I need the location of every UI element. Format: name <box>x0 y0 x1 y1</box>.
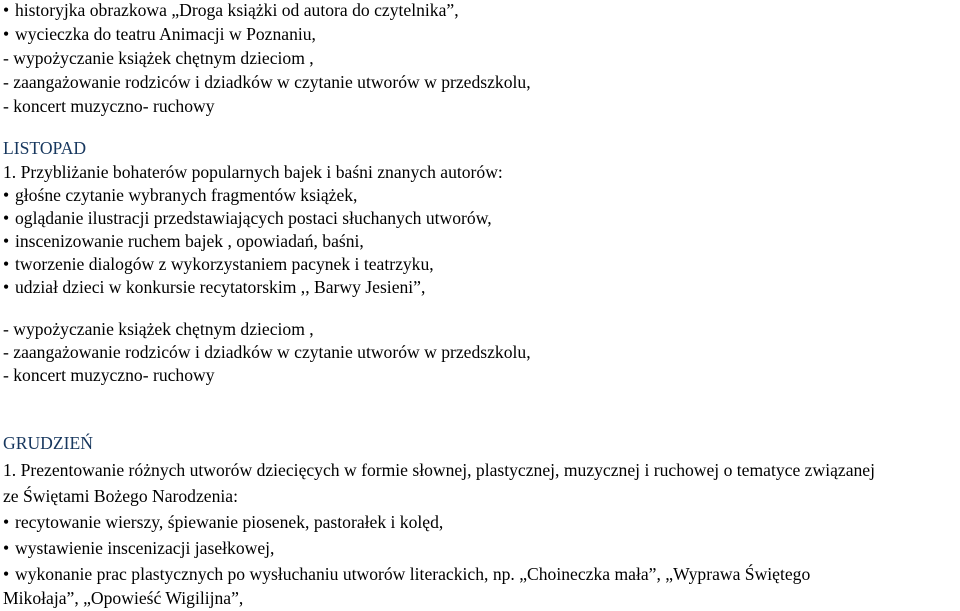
list-item-text: tworzenie dialogów z wykorzystaniem pacynek i teatrzyku, <box>15 254 434 274</box>
list-item <box>3 537 274 561</box>
list-item: - wypożyczanie książek chętnym dzieciom , <box>3 319 314 339</box>
list-item-text: głośne czytanie wybranych fragmentów książek, <box>15 185 358 205</box>
list-item <box>3 511 443 535</box>
list-item: - zaangażowanie rodziców i dziadków w czytanie utworów w przedszkolu, <box>3 72 531 92</box>
list-item: - zaangażowanie rodziców i dziadków w czytanie utworów w przedszkolu, <box>3 342 531 362</box>
list-item <box>3 184 357 208</box>
list-item-text: recytowanie wierszy, śpiewanie piosenek, pastorałek i kolęd, <box>15 512 444 532</box>
numbered-point: 1. Przybliżanie bohaterów popularnych bajek i baśni znanych autorów: <box>3 162 503 182</box>
list-item <box>3 23 316 47</box>
bullet-icon: • <box>3 24 10 44</box>
bullet-icon: • <box>3 185 10 205</box>
list-item-text: inscenizowanie ruchem bajek , opowiadań, baśni, <box>15 231 364 251</box>
list-item <box>3 207 492 231</box>
list-item <box>3 253 434 277</box>
list-item <box>3 0 459 23</box>
bullet-icon: • <box>3 0 10 20</box>
section-heading-listopad: LISTOPAD <box>3 138 87 158</box>
list-item: - koncert muzyczno- ruchowy <box>3 365 215 385</box>
bullet-icon: • <box>3 512 10 532</box>
numbered-point-continuation: ze Świętami Bożego Narodzenia: <box>3 486 238 506</box>
list-item-continuation: Mikołaja”, „Opowieść Wigilijna”, <box>3 588 244 608</box>
bullet-icon: • <box>3 564 10 584</box>
bullet-icon: • <box>3 208 10 228</box>
section-heading-grudzien: GRUDZIEŃ <box>3 433 93 453</box>
list-item-text: historyjka obrazkowa „Droga książki od autora do czytelnika”, <box>15 0 459 20</box>
list-item-text: wykonanie prac plastycznych po wysłuchaniu utworów literackich, np. „Choineczka mała”, „Wyprawa Świętego <box>15 564 811 584</box>
bullet-icon: • <box>3 538 10 558</box>
bullet-icon: • <box>3 254 10 274</box>
list-item: - wypożyczanie książek chętnym dzieciom , <box>3 48 314 68</box>
list-item-text: udział dzieci w konkursie recytatorskim ,, Barwy Jesieni”, <box>15 277 426 297</box>
numbered-point: 1. Prezentowanie różnych utworów dziecięcych w formie słownej, plastycznej, muzycznej i ruchowej o tematyce związanej <box>3 460 875 480</box>
list-item-text: oglądanie ilustracji przedstawiających postaci słuchanych utworów, <box>15 208 492 228</box>
list-item: - koncert muzyczno- ruchowy <box>3 96 215 116</box>
list-item <box>3 563 810 587</box>
bullet-icon: • <box>3 231 10 251</box>
bullet-icon: • <box>3 277 10 297</box>
list-item-text: wystawienie inscenizacji jasełkowej, <box>15 538 275 558</box>
list-item-text: wycieczka do teatru Animacji w Poznaniu, <box>15 24 316 44</box>
list-item <box>3 276 425 300</box>
list-item <box>3 230 364 254</box>
